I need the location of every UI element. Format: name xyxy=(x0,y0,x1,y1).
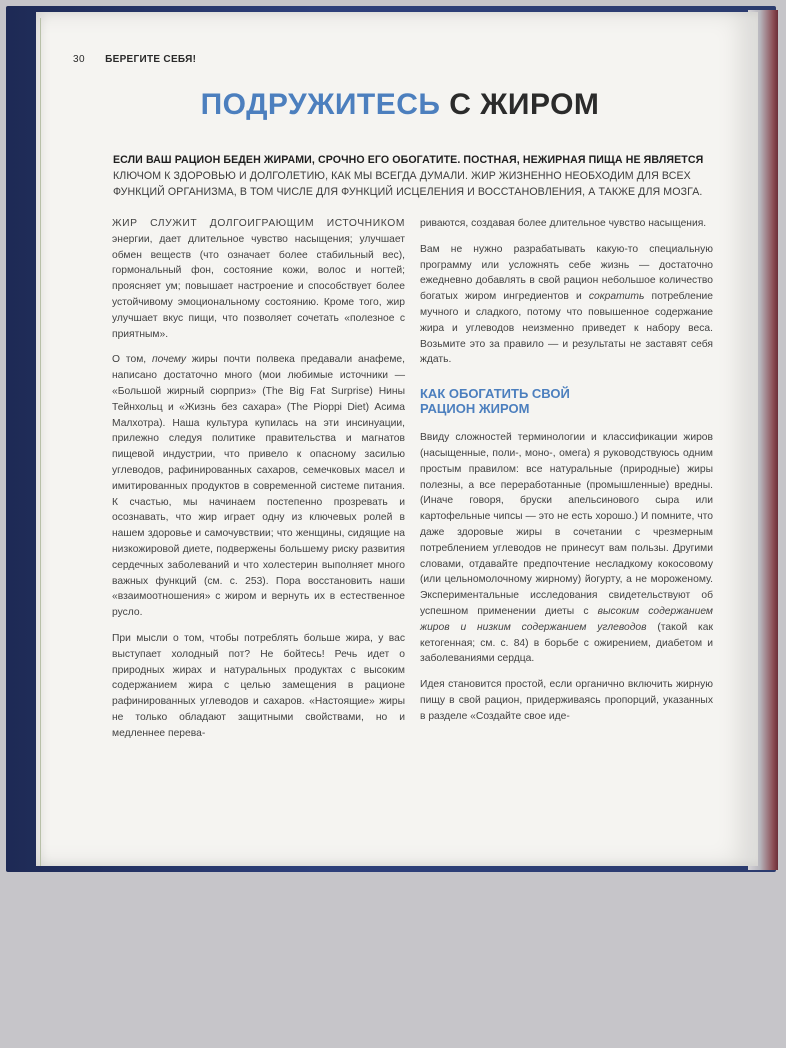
lead-rest: КЛЮЧОМ К ЗДОРОВЬЮ И ДОЛГОЛЕТИЮ, КАК МЫ ВСЕГДА ДУМАЛИ. ЖИР ЖИЗНЕННО НЕОБХОДИМ ДЛЯ ВСЕХ ФУНКЦИЙ ОРГАНИЗМА, В ТОМ ЧИСЛЕ ДЛЯ ФУНКЦИЙ ИСЦЕЛЕНИЯ И ВОССТАНОВЛЕНИЯ, А ТАКЖЕ ДЛЯ МОЗГА. xyxy=(113,170,703,198)
paragraph-text: Ввиду сложностей терминологии и классификации жиров (насыщенные, поли-, моно-, омега) я руководствуюсь одним простым правилом: все натуральные (природные) жиры полезны, а все переработанные (промышленные) вредны. (Иначе говоря, бруски апельсинового сыра или картофельные чипсы — это не есть хорошо.) И помните, что даже здоровые жиры в сочетании с чрезмерным потреблением углеводов не принесут вам пользы. Другими словами, отдавайте предпочтение несладкому кокосовому (или цельномолочному жирному) йогурту, а не мороженому. Экспериментальные исследования свидетельствуют об успешном применении диеты с xyxy=(420,432,713,617)
paragraph xyxy=(112,352,405,621)
paragraph xyxy=(112,631,405,742)
paragraph-lead-in: ЖИР СЛУЖИТ ДОЛГОИГРАЮЩИМ ИСТОЧНИКОМ xyxy=(112,218,405,229)
emphasis-text: почему xyxy=(152,354,186,366)
scan-background xyxy=(0,872,786,1048)
right-column xyxy=(420,216,713,735)
paragraph-text: энергии, дает длительное чувство насыщения; улучшает обмен веществ (что означает более стабильный вес), гормональный фон, состояние кожи, волос и ногтей; проясняет ум; повышает настроение и способствует более устойчивому эмоциональному состоянию. Кроме того, жир улучшает вкус пищи, что позволяет сочетать «полезное с приятным». xyxy=(112,233,405,340)
paragraph-text: О том, xyxy=(112,354,153,366)
subheading xyxy=(420,386,713,416)
paragraph-text: риваются, создавая более длительное чувство насыщения. xyxy=(420,218,707,229)
title-part-2: С ЖИРОМ xyxy=(449,88,600,121)
paragraph-text: потребление мучного и сладкого, потому что повышенное содержание жира и углеводов неизменно приведет к набору веса. Возьмите это за правило — и результаты не заставят себя ждать. xyxy=(420,291,713,366)
page-number: 30 xyxy=(73,53,86,65)
paragraph xyxy=(420,677,713,724)
paragraph xyxy=(420,242,713,368)
lead-bold: ЕСЛИ ВАШ РАЦИОН БЕДЕН ЖИРАМИ, СРОЧНО ЕГО ОБОГАТИТЕ. ПОСТНАЯ, НЕЖИРНАЯ ПИЩА НЕ ЯВЛЯЕТСЯ xyxy=(113,154,704,166)
paragraph-text: При мысли о том, чтобы потреблять больше жира, у вас выступает холодный пот? Не бойтесь! Речь идет о природных жирах и натуральных продуктах с высоким содержанием жира с целью замещения в рационе рафинированных углеводов и сахаров. «Настоящие» жиры не только обладают защитными свойствами, но и медленнее перева- xyxy=(112,632,405,739)
paragraph-text: Вам не нужно разрабатывать какую-то специальную программу или усложнять себе жизнь — достаточно ежедневно добавлять в свой рацион небольшое количество богатых жиром ингредиентов и xyxy=(420,243,713,303)
emphasis-text: сократить xyxy=(588,291,645,303)
subheading-line-2: РАЦИОН ЖИРОМ xyxy=(420,401,530,417)
page-margin-line xyxy=(40,18,41,866)
title-part-1: ПОДРУЖИТЕСЬ xyxy=(200,88,441,121)
lead-paragraph xyxy=(113,152,713,200)
paragraph xyxy=(112,216,405,342)
left-column xyxy=(112,216,405,752)
paragraph-text: (такой как кетогенная; см. с. 84) в борьбе с ожирением, диабетом и заболеваниями сердца. xyxy=(420,621,713,665)
paragraph-text: жиры почти полвека предавали анафеме, написано достаточно много (мои любимые источники — «Большой жирный сюрприз» (The Big Fat Surprise) Нины Тейнхольц и «Жизнь без сахара» (The Pioppi Diet) Асима Малхотра). Наша культура купилась на эти инсинуации, прилежно следуя политике правительства и магнатов пищевой индустрии, что привело к опасному засилью углеводов, рафинированных сахаров, семечковых масел и имитированных продуктов в современной системе питания. К счастью, мы начинаем постепенно прозревать и осознавать, что жир играет одну из ключевых ролей в нашем здоровье и самочувствии; что женщины, сидящие на низкожировой диете, подвержены большему риску развития сердечных заболеваний и что холестерин выполняет много важных функций (см. с. 253). Пора восстановить наши «взаимоотношения» с жиром и вернуть их в естественное русло. xyxy=(112,354,405,619)
paragraph-text: Идея становится простой, если органично включить жирную пищу в свой рацион, придерживаясь пропорций, указанных в разделе «Создайте свое иде- xyxy=(420,679,713,722)
subheading-line-1: КАК ОБОГАТИТЬ СВОЙ xyxy=(420,386,570,402)
section-title: БЕРЕГИТЕ СЕБЯ! xyxy=(105,53,197,65)
paragraph xyxy=(420,430,713,667)
page-title xyxy=(90,88,710,122)
paragraph xyxy=(420,216,713,232)
running-head xyxy=(73,52,196,66)
emphasis-text: высоким содержанием жиров и низким содержанием углеводов xyxy=(420,605,713,633)
